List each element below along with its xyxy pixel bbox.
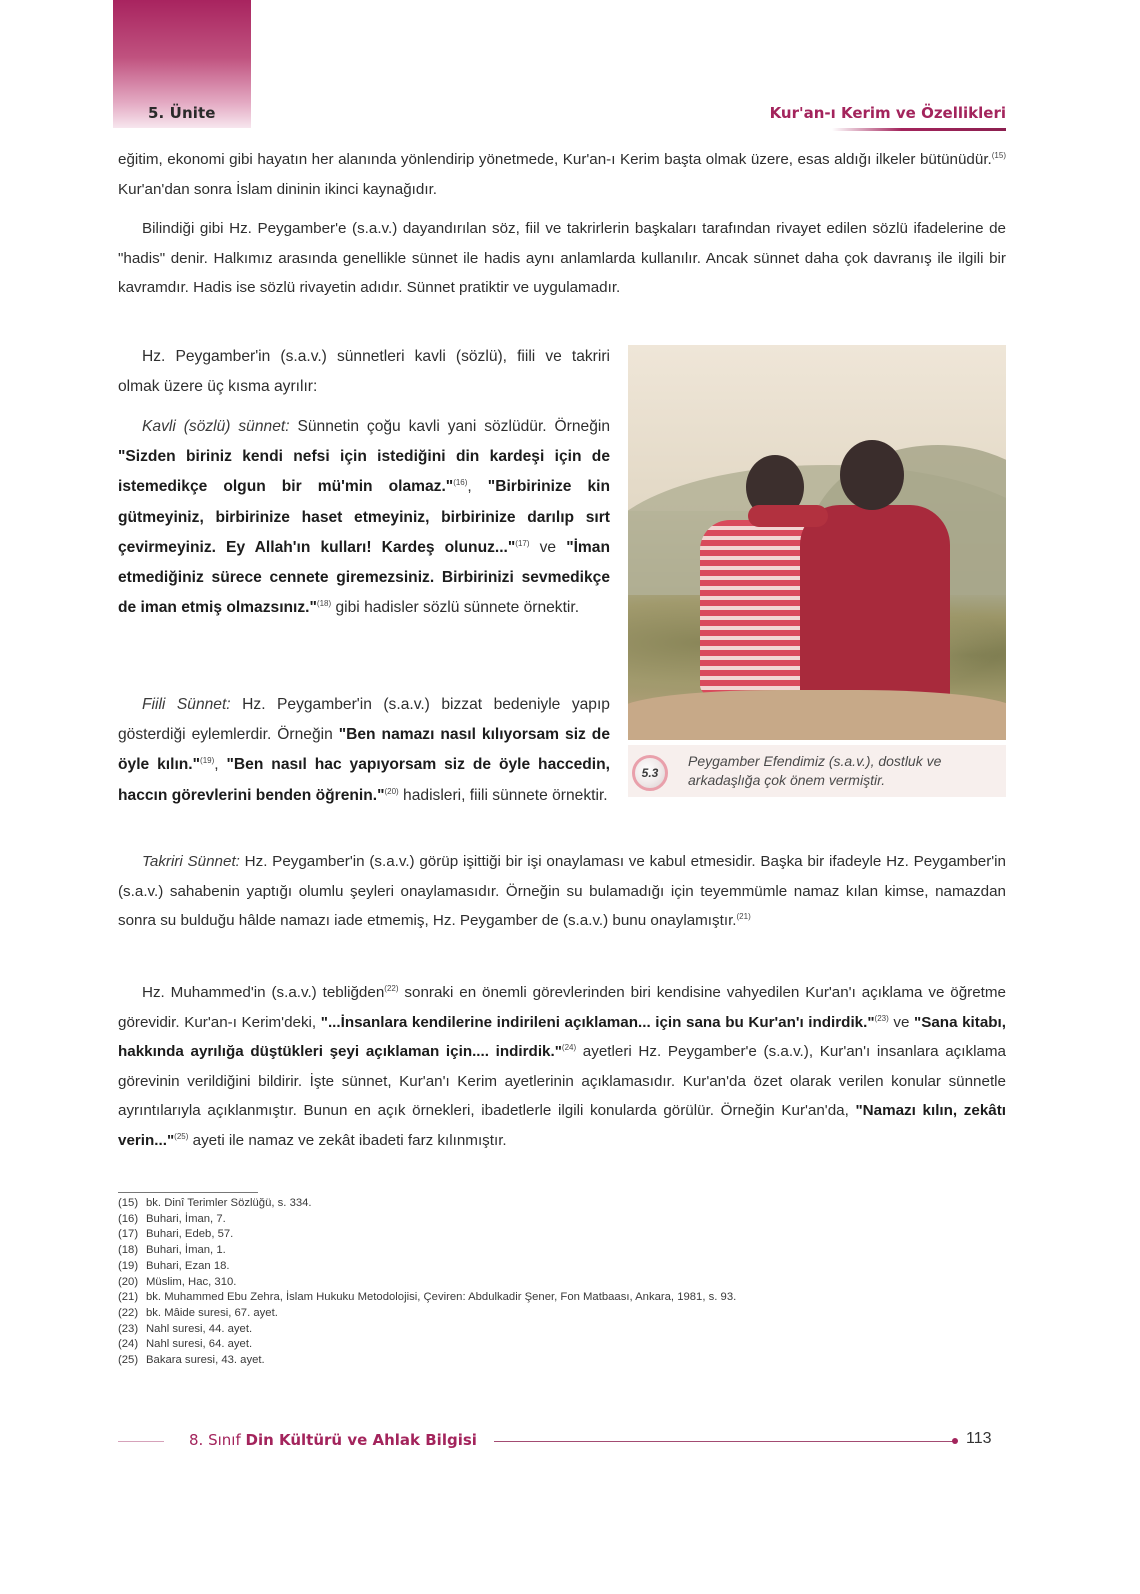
footer-rule-right xyxy=(494,1441,954,1442)
footnote-text: Müslim, Hac, 310. xyxy=(146,1275,237,1288)
footnote-number: (16) xyxy=(118,1212,139,1225)
footnote-text: bk. Mâide suresi, 67. ayet. xyxy=(146,1306,278,1319)
hadith-quote: "Sizden biriniz kendi nefsi için istediğini din kardeşi için de istemedikçe olgun bir mü'min olamaz." xyxy=(118,448,610,496)
hadith-quote: "Birbirinize kin gütmeyiniz, birbirinize haset etmeyiniz, birbirinize darılıp sırt çevirmeyiniz. Ey Allah'ın kulları! Kardeş olunuz..." xyxy=(118,478,610,556)
text: eğitim, ekonomi gibi hayatın her alanında yönlendirip yönetmede, Kur'an-ı Kerim başta olmak üzere, esas aldığı ilkeler bütünüdür. xyxy=(118,151,992,168)
footnote-ref[interactable]: (25) xyxy=(174,1131,189,1141)
boy-red-shirt xyxy=(800,505,950,705)
paragraph-2 xyxy=(118,214,1006,303)
footnote-text: Buhari, Ezan 18. xyxy=(146,1259,230,1272)
footer-dot xyxy=(952,1438,958,1444)
footnote-item xyxy=(118,1212,1006,1228)
footnote-item xyxy=(118,1337,1006,1353)
footnote-number: (25) xyxy=(118,1354,139,1367)
text: Bilindiği gibi Hz. Peygamber'e (s.a.v.) dayandırılan söz, fiil ve takrirlerin başkaları tarafından rivayet edilen sözlü ifadelerine de "hadis" denir. Halkımız arasında genellikle sünnet ile hadis aynı anlamlarda kullanılır. Ancak sünnet daha çok davranış ile ilgili bir kavramdır. Hadis ise sözlü rivayetin adıdır. Sünnet pratiktir ve uygulamadır. xyxy=(118,220,1006,296)
term: Takriri Sünnet: xyxy=(142,853,240,870)
footer-book-title xyxy=(189,1431,477,1449)
ayah-quote: "...İnsanlara kendilerine indirileni açıklaman... için sana bu Kur'an'ı indirdik." xyxy=(320,1013,875,1031)
footnote-ref[interactable]: (18) xyxy=(316,599,332,609)
term: Fiili Sünnet: xyxy=(142,696,231,713)
footer-rule-left xyxy=(118,1441,164,1442)
footnote-ref[interactable]: (20) xyxy=(384,786,399,796)
footnote-divider xyxy=(118,1192,258,1193)
text: Hz. Muhammed'in (s.a.v.) tebliğden xyxy=(142,984,385,1001)
paragraph-kavli-sunnet xyxy=(118,412,610,623)
text: Sünnetin çoğu kavli yani sözlüdür. Örneğin xyxy=(289,418,611,435)
footnote-ref[interactable]: (15) xyxy=(991,151,1006,160)
text: ayetleri Hz. Peygamber'e (s.a.v.), Kur'an'ı insanlara açıklama görevinin verildiğini bildirir. İşte sünnet, Kur'an'ı Kerim ayetlerinin açıklamasıdır. Kur'an'da özet olarak verilen konular sünnetle ayrıntılarıyla açıklanmıştır. Bunun en açık örnekleri, ibadetlerle ilgili konularda görülür. Örneğin Kur'an'da, xyxy=(118,1043,1006,1119)
footnote-text: Bakara suresi, 43. ayet. xyxy=(146,1354,265,1367)
text: Hz. Peygamber'in (s.a.v.) görüp işittiği bir işi onaylaması ve kabul etmesidir. Başka bir ifadeyle Hz. Peygamber'in (s.a.v.) sahabenin yaptığı olumlu şeyleri onaylamasıdır. Örneğin su bulamadığı için teyemmümle namaz kılan kimse, namazdan sonra su bulduğu hâlde namazı iade etmemiş, Hz. Peygamber de (s.a.v.) bunu onaylamıştır. xyxy=(118,853,1006,929)
page-number: 113 xyxy=(966,1430,992,1447)
footnote-number: (15) xyxy=(118,1197,139,1209)
footnote-item xyxy=(118,1306,1006,1322)
footnote-item xyxy=(118,1322,1006,1338)
footnote-number: (20) xyxy=(118,1275,139,1288)
footnote-item xyxy=(118,1275,1006,1291)
text: Hz. Peygamber'in (s.a.v.) bizzat bedeniyle yapıp gösterdiği eylemlerdir. Örneğin xyxy=(118,696,610,744)
footnote-text: bk. Dinî Terimler Sözlüğü, s. 334. xyxy=(146,1197,312,1209)
text: gibi hadisler sözlü sünnete örnektir. xyxy=(331,599,580,617)
figure-caption: Peygamber Efendimiz (s.a.v.), dostluk ve arkadaşlığa çok önem vermiştir. xyxy=(688,753,942,788)
footnote-number: (18) xyxy=(118,1244,139,1257)
figure-photo xyxy=(628,345,1006,740)
footnote-text: Buhari, İman, 1. xyxy=(146,1244,226,1257)
text: ve xyxy=(529,538,567,556)
paragraph-7 xyxy=(118,978,1006,1155)
chapter-title: Kur'an-ı Kerim ve Özellikleri xyxy=(769,104,1006,122)
footnote-text: Buhari, İman, 7. xyxy=(146,1212,226,1225)
footnote-number: (19) xyxy=(118,1259,139,1272)
footnote-item xyxy=(118,1227,1006,1243)
footnote-text: Nahl suresi, 44. ayet. xyxy=(146,1322,253,1335)
footnote-item xyxy=(118,1243,1006,1259)
footer-grade: 8. Sınıf xyxy=(189,1431,246,1449)
footnote-ref[interactable]: (22) xyxy=(384,984,399,993)
footnote-ref[interactable]: (21) xyxy=(736,912,751,921)
rock xyxy=(628,690,1006,740)
footnote-text: bk. Muhammed Ebu Zehra, İslam Hukuku Metodolojisi, Çeviren: Abdulkadir Şener, Fon Matbaası, Ankara, 1981, s. 93. xyxy=(146,1291,737,1304)
footnote-number: (23) xyxy=(118,1322,139,1335)
term: Kavli (sözlü) sünnet: xyxy=(142,418,290,435)
footnote-number: (22) xyxy=(118,1306,139,1319)
unit-label: 5. Ünite xyxy=(148,104,216,122)
text: Hz. Peygamber'in (s.a.v.) sünnetleri kavli (sözlü), fiili ve takriri olmak üzere üç kısma ayrılır: xyxy=(118,348,610,396)
text: Kur'an'dan sonra İslam dininin ikinci kaynağıdır. xyxy=(118,180,438,198)
footnote-ref[interactable]: (16) xyxy=(453,478,468,488)
ayah-quote: "Namazı kılın, zekâtı verin..." xyxy=(118,1102,1006,1149)
footnote-item xyxy=(118,1290,1006,1306)
footer-subject: Din Kültürü ve Ahlak Bilgisi xyxy=(245,1431,477,1449)
footnote-ref[interactable]: (24) xyxy=(561,1043,577,1052)
text: ayeti ile namaz ve zekât ibadeti farz kılınmıştır. xyxy=(188,1131,507,1149)
chapter-underline xyxy=(832,128,1006,131)
footnote-number: (17) xyxy=(118,1228,139,1241)
footnote-number: (21) xyxy=(118,1291,139,1304)
footnote-ref[interactable]: (23) xyxy=(874,1013,889,1023)
footnote-text: Nahl suresi, 64. ayet. xyxy=(146,1338,253,1351)
paragraph-takriri-sunnet xyxy=(118,847,1006,936)
text: , xyxy=(214,756,227,774)
figure-number-badge: 5.3 xyxy=(632,755,668,791)
paragraph-3 xyxy=(118,342,610,402)
footnote-text: Buhari, Edeb, 57. xyxy=(146,1228,234,1241)
footnote-ref[interactable]: (17) xyxy=(515,538,530,548)
footnote-item xyxy=(118,1353,1006,1369)
paragraph-1 xyxy=(118,145,1006,204)
footnotes-list xyxy=(118,1196,1006,1369)
ayah-quote: "Sana kitabı, hakkında ayrılığa düştükleri şeyi açıklaman için.... indirdik." xyxy=(118,1013,1006,1060)
footnote-item xyxy=(118,1196,1006,1212)
hadith-quote: "Ben nasıl hac yapıyorsam siz de öyle haccedin, haccın görevlerini benden öğrenin." xyxy=(118,756,610,804)
text: hadisleri, fiili sünnete örnektir. xyxy=(398,786,608,804)
text: ve xyxy=(888,1013,915,1031)
hadith-quote: "İman etmediğiniz sürece cennete giremezsiniz. Birbirinizi sevmedikçe de iman etmiş olmazsınız." xyxy=(118,538,610,617)
text: sonraki en önemli görevlerinden biri kendisine vahyedilen Kur'an'ı açıklama ve öğretme görevidir. Kur'an-ı Kerim'deki, xyxy=(118,984,1006,1031)
text: , xyxy=(467,478,488,496)
footnote-item xyxy=(118,1259,1006,1275)
footnote-number: (24) xyxy=(118,1338,139,1351)
hadith-quote: "Ben namazı nasıl kılıyorsam siz de öyle kılın." xyxy=(118,726,610,774)
footnote-ref[interactable]: (19) xyxy=(200,756,215,766)
paragraph-fiili-sunnet xyxy=(118,690,610,811)
